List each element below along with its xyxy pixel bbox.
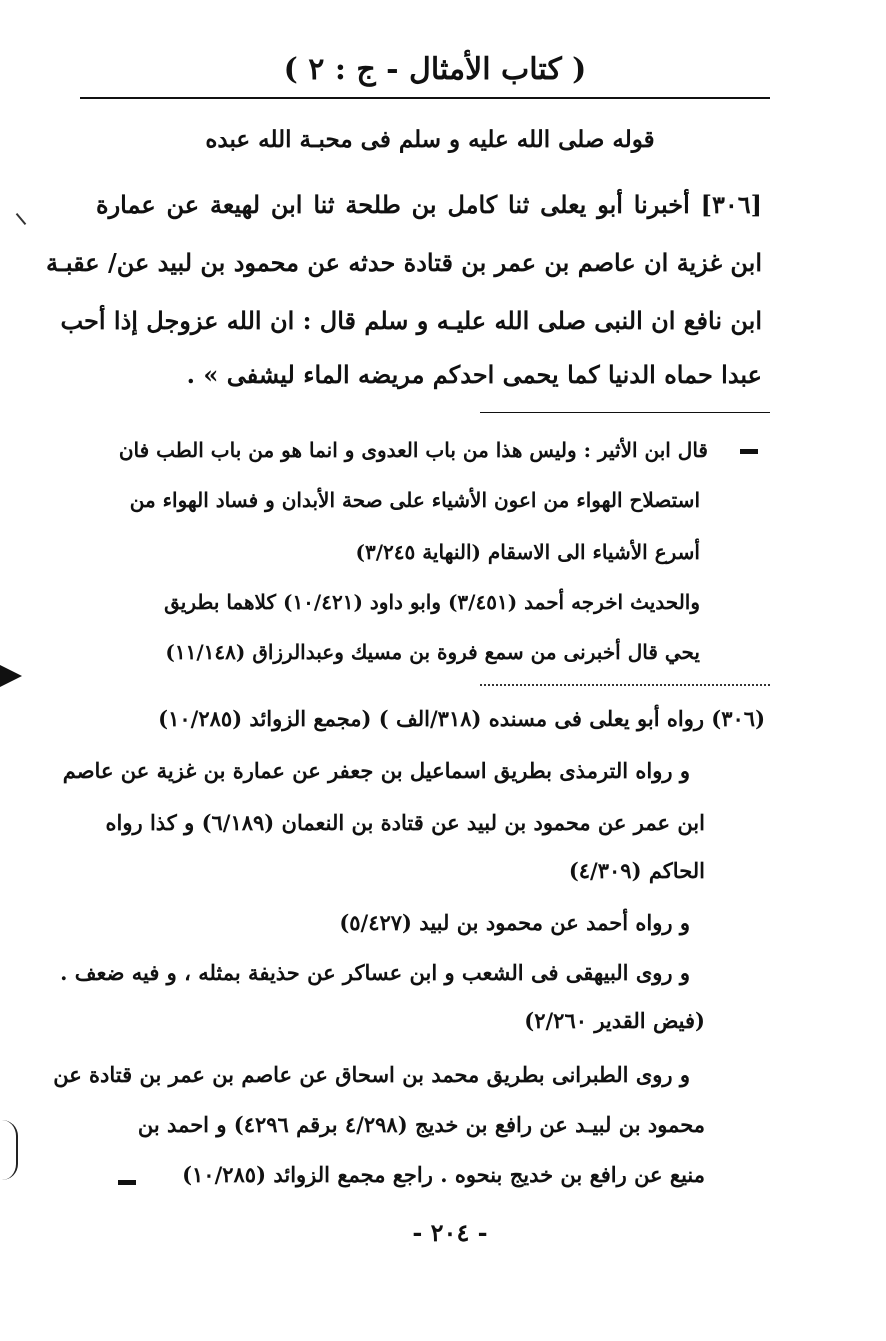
note-line: أسرع الأشياء الى الاسقام (النهاية ٣/٢٤٥) [355,540,700,564]
margin-bracket-mark [2,1120,18,1180]
header-rule [80,97,770,99]
note-line: استصلاح الهواء من اعون الأشياء على صحة الأبدان و فساد الهواء من [129,488,700,512]
reference-line: محمود بن لبيـد عن رافع بن خديج (٤/٢٩٨ برقم ٤٢٩٦) و احمد بن [137,1112,705,1137]
references-rule [480,684,770,690]
reference-line: الحاكم (٤/٣٠٩) [568,858,705,883]
page-number: - ٢٠٤ - [412,1218,488,1247]
note-dash-mark [740,449,758,454]
footnote-rule [480,412,770,413]
running-header: ( كتاب الأمثال - ج : ٢ ) [283,52,587,87]
reference-line: و رواه أحمد عن محمود بن لبيد (٥/٤٢٧) [339,910,690,935]
reference-line: (فيض القدير ٢/٢٦٠) [524,1008,705,1033]
hadith-line: ابن نافع ان النبى صلى الله عليـه و سلم قال : ان الله عزوجل إذا أحب [60,306,762,335]
margin-arrow-mark [0,665,22,687]
reference-line: ابن عمر عن محمود بن لبيد عن قتادة بن النعمان (٦/١٨٩) و كذا رواه [105,810,705,835]
reference-line: منيع عن رافع بن خديج بنحوه . راجع مجمع الزوائد (١٠/٢٨٥) [182,1162,705,1187]
note-line: والحديث اخرجه أحمد (٣/٤٥١) وابو داود (١٠/٤٢١) كلاهما بطريق [164,590,700,614]
hadith-line: [٣٠٦] أخبرنا أبو يعلى ثنا كامل بن طلحة ثنا ابن لهيعة عن عمارة [96,190,762,219]
hadith-line: عبدا حماه الدنيا كما يحمى احدكم مريضه الماء ليشفى » . [186,360,762,389]
margin-tick-mark [16,213,27,225]
reference-line: و روى البيهقى فى الشعب و ابن عساكر عن حذيفة بمثله ، و فيه ضعف . [60,960,690,985]
note-line: قال ابن الأثير : وليس هذا من باب العدوى و انما هو من باب الطب فان [118,438,708,462]
reference-line: و رواه الترمذى بطريق اسماعيل بن جعفر عن عمارة بن غزية عن عاصم [62,758,690,783]
reference-line: و روى الطبرانى بطريق محمد بن اسحاق عن عاصم بن عمر بن قتادة عن [53,1062,690,1087]
hadith-line: ابن غزية ان عاصم بن عمر بن قتادة حدثه عن محمود بن لبيد عن/ عقبـة [45,248,762,277]
section-title: قوله صلى الله عليه و سلم فى محبـة الله عبده [205,126,655,153]
note-line: يحي قال أخبرنى من سمع فروة بن مسيك وعبدالرزاق (١١/١٤٨) [165,640,700,664]
reference-line: (٣٠٦) رواه أبو يعلى فى مسنده (٣١٨/الف ) (مجمع الزوائد (١٠/٢٨٥) [158,706,765,731]
reference-dash-mark [118,1180,136,1185]
